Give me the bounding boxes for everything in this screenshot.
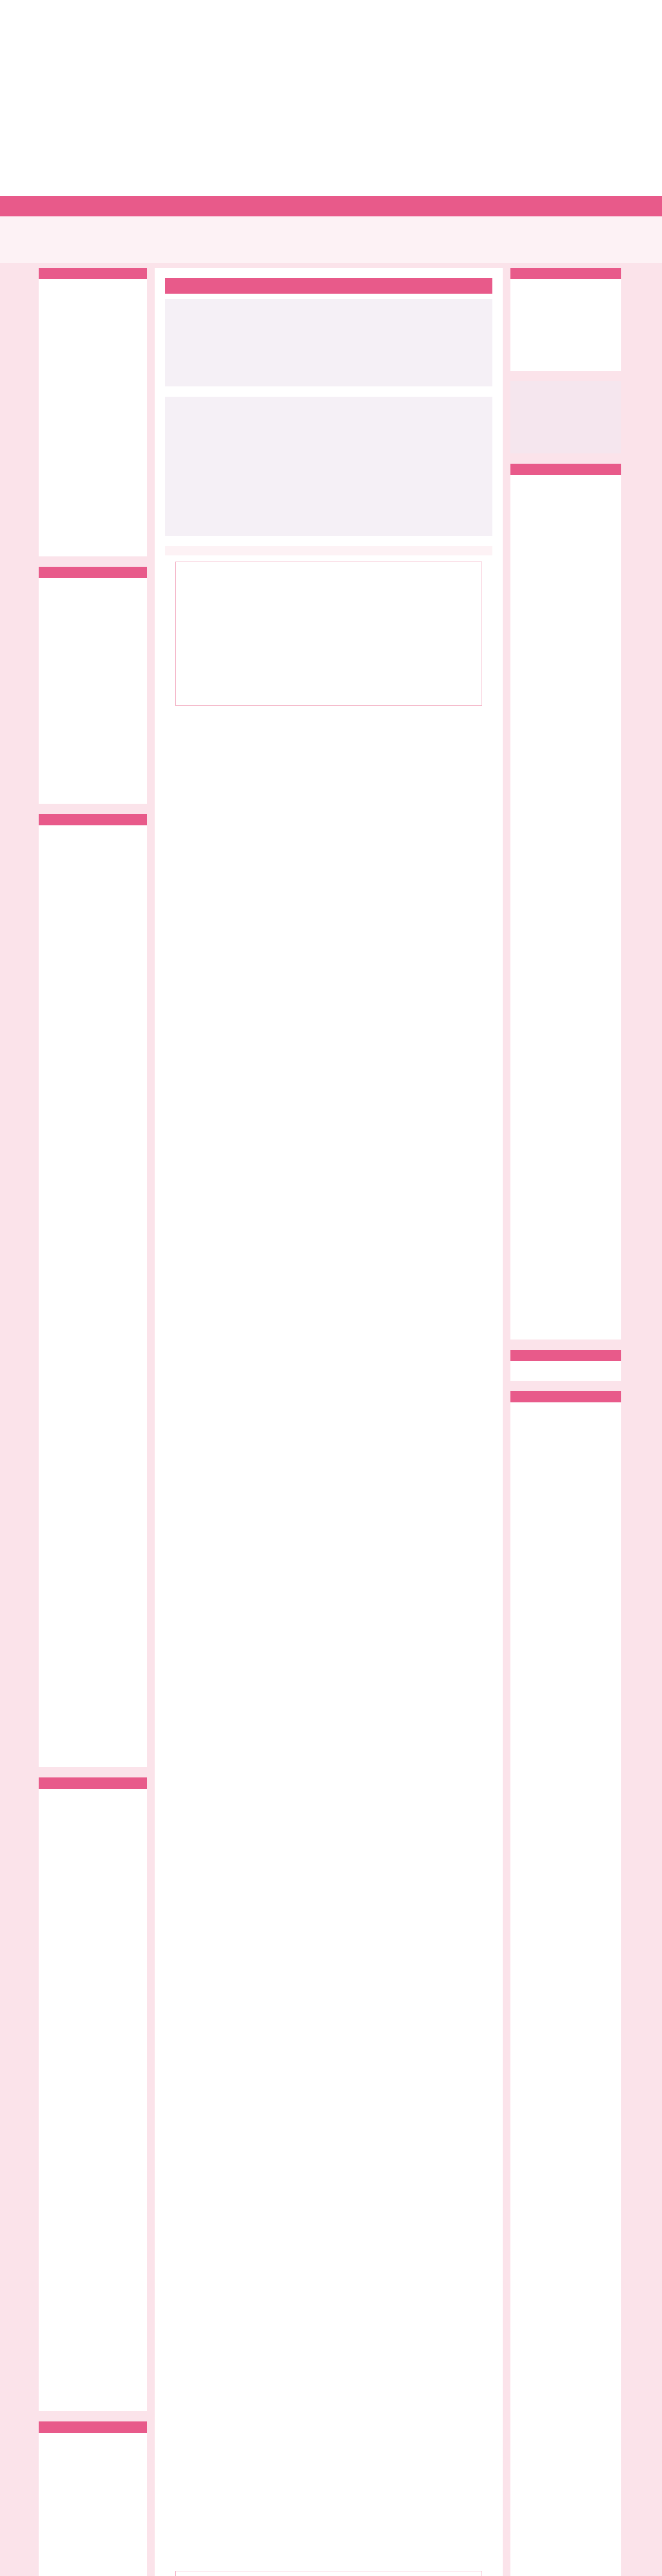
- related-sites-panel: [39, 814, 147, 1767]
- section-header: [165, 278, 492, 294]
- article-summary-box: [175, 2571, 482, 2576]
- top-navigation: [0, 196, 662, 216]
- link-list-header: [39, 1777, 147, 1789]
- recent-comments-header: [39, 268, 147, 279]
- featured-links-box: [165, 299, 492, 386]
- article-quote-box: [175, 562, 482, 706]
- popular-articles-header: [510, 1391, 621, 1402]
- ranking-panel: [39, 567, 147, 804]
- article-body: [165, 716, 492, 2561]
- archive-widget: [510, 1350, 621, 1381]
- featured-article-card[interactable]: [165, 397, 492, 536]
- profile-header: [510, 268, 621, 279]
- related-sites-header: [39, 814, 147, 825]
- link-list-panel: [39, 1777, 147, 2411]
- headline-ticker: [0, 216, 662, 263]
- header-banner: [0, 0, 662, 196]
- main-layout: [0, 263, 662, 2576]
- more-links-header: [39, 2421, 147, 2433]
- category-widget: [510, 464, 621, 1340]
- article-meta: [165, 546, 492, 555]
- more-links-panel: [39, 2421, 147, 2576]
- category-header: [510, 464, 621, 475]
- popular-articles-widget: [510, 1391, 621, 2576]
- recommended-banner[interactable]: [510, 381, 621, 453]
- ranking-header: [39, 567, 147, 578]
- left-sidebar: [39, 268, 147, 2576]
- blog-header: [0, 0, 662, 196]
- main-content: [155, 268, 503, 2576]
- right-sidebar: [510, 268, 621, 2576]
- profile-widget: [510, 268, 621, 371]
- archive-header: [510, 1350, 621, 1361]
- recent-comments-panel: [39, 268, 147, 556]
